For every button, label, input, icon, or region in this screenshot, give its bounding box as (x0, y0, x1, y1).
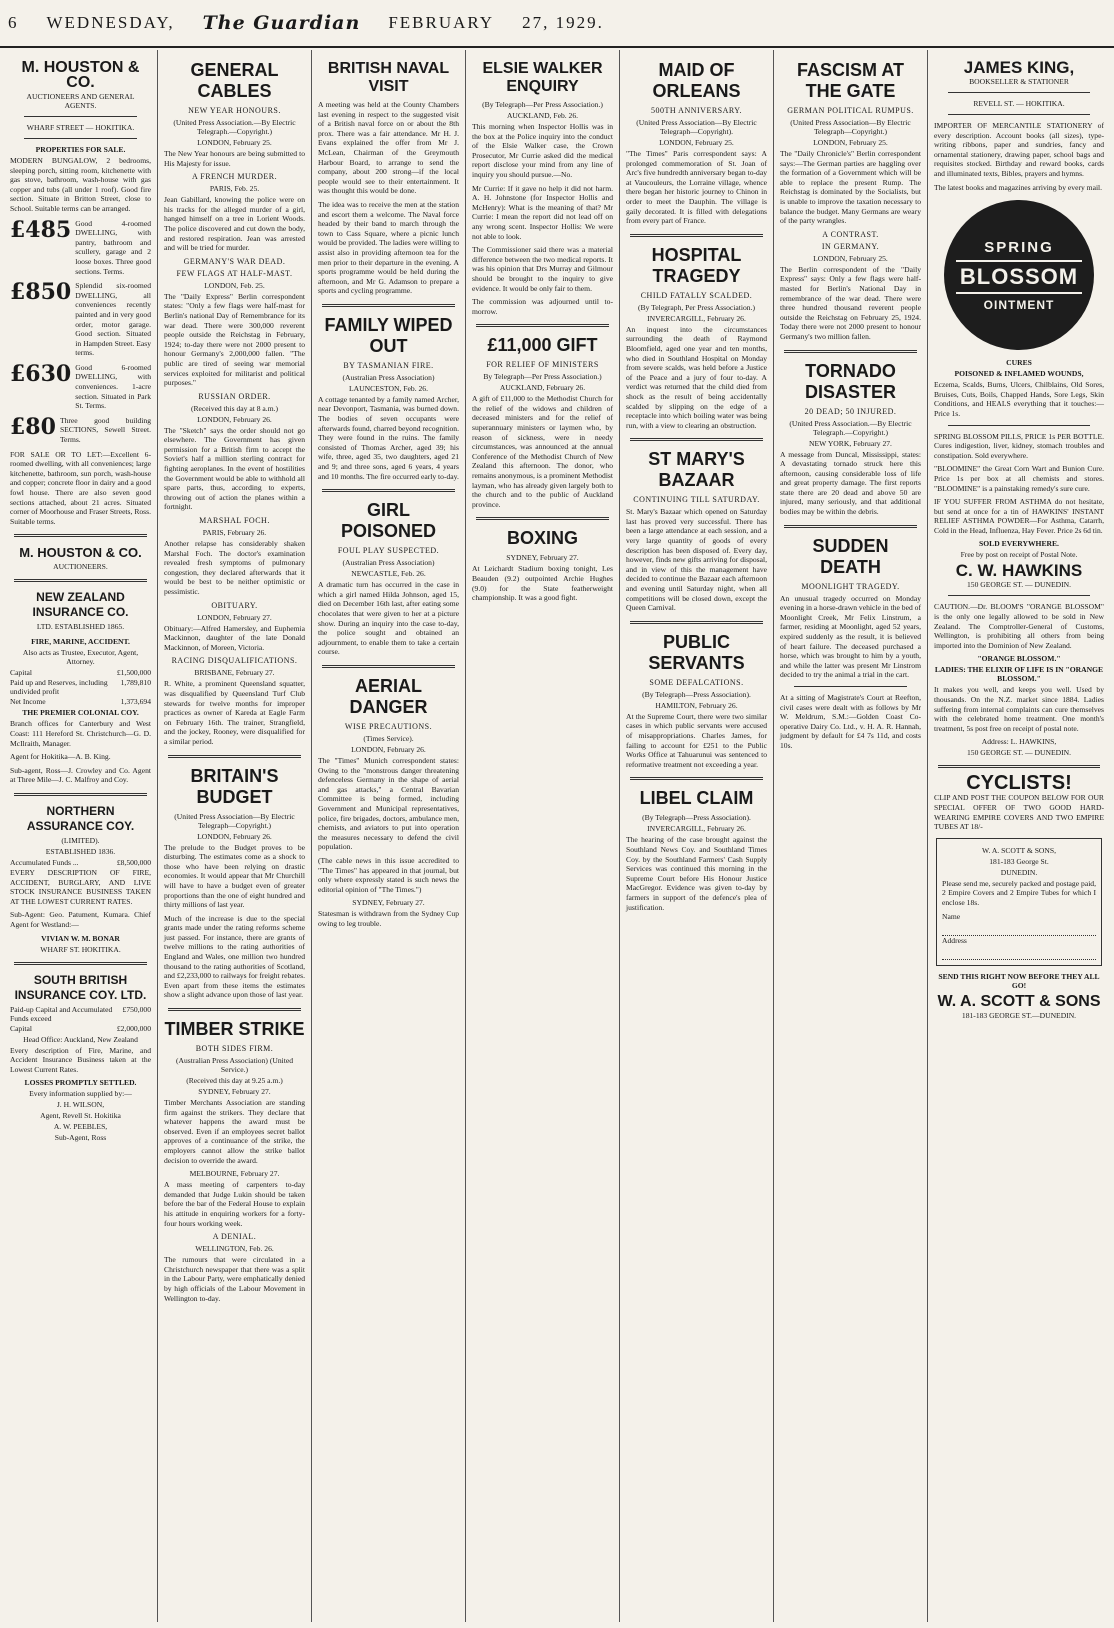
coupon-name-field[interactable] (942, 925, 1096, 936)
article-body: At a sitting of Magistrate's Court at Reefton, civil cases were dealt with as follows by Mr W. Meldrum, S.M.:—Golden Coast Co-operative Dairy Co. Ltd., v. H. A. R. Hannah, judgment by default for £4 7s 11d, and costs 10s. (780, 693, 921, 750)
article-body: A mass meeting of carpenters to-day demanded that Judge Lukin should be taken before the bar of the Federal House to explain his attitude in enquiring workers for a forty-four hours working week. (164, 1180, 305, 1228)
credit-line: (By Telegraph—Press Association). (642, 813, 751, 823)
article-body: The "Sketch" says the order should not go elsewhere. The Government has given permission for a British firm to accept the Soviet's half a million sterling contract for fighting aeroplanes. In the event of hostilities the Government would be able to withhold all spare parts, thus, according to experts, throwing out of action the planes within a fortnight. (164, 425, 305, 512)
cyclists-body: CLIP AND POST THE COUPON BELOW FOR OUR SPECIAL OFFER OF TWO GOOD HARD-WEARING EMPIRE COVERS AND TWO EMPIRE TUBES AT 18/- (934, 793, 1104, 832)
aerial-subheading: WISE PRECAUTIONS. (344, 721, 433, 731)
servants-heading: PUBLIC SERVANTS (648, 631, 745, 673)
timber-subheading: BOTH SIDES FIRM. (195, 1044, 274, 1054)
maid-heading: MAID OF ORLEANS (652, 60, 741, 101)
column-fascism (774, 50, 928, 1622)
credit-line: (By Telegraph, Per Press Association.) (637, 302, 755, 312)
divider (630, 234, 763, 237)
dateline: MELBOURNE, February 27. (189, 1169, 280, 1179)
timber-strike-heading: TIMBER STRIKE (164, 1019, 305, 1040)
badge-mid: BLOSSOM (956, 260, 1082, 294)
nz-insurance-established: LTD. ESTABLISHED 1865. (36, 622, 125, 632)
divider (476, 517, 609, 520)
article-body: The "Times" Munich correspondent states: Owing to the "monstrous danger threatening defenceless Germany in the shape of aerial and gas attacks," a Central Bavarian Committee is being formed, including Government and Municipal representatives, police, fire brigades, doctors, ambulance men, chemists, and aviators to put into operation the measures necessary to defend the civil population. (318, 755, 459, 852)
dateline: LONDON, February 25. (813, 253, 888, 263)
scott-title: W. A. SCOTT & SONS (937, 992, 1101, 1010)
coupon-city: DUNEDIN. (1000, 867, 1038, 877)
funds-value: £8,500,000 (116, 857, 151, 867)
divider (630, 438, 763, 441)
south-british-title: SOUTH BRITISH INSURANCE COY. LTD. (14, 972, 147, 1002)
maid-subheading: 500TH ANNIVERSARY. (650, 106, 743, 115)
article-body: At Leichardt Stadium boxing tonight, Les Beauden (9.2) outpointed Archie Hughes (9.0) for the State featherweight championship. It was a good fight. (472, 564, 613, 603)
houston-address: WHARF STREET — HOKITIKA. (26, 123, 135, 132)
dateline: BRISBANE, February 27. (194, 668, 275, 678)
credit-line: (United Press Association.—By Electric Telegraph.—Copyright.) (173, 118, 296, 136)
budget-heading: BRITAIN'S BUDGET (190, 765, 279, 807)
dateline: INVERCARGILL, February 26. (647, 313, 746, 323)
article-body: R. White, a prominent Queensland squatter, was disqualified by Queensland Turf Club stewards for twelve months for improper practices as owner of Kareda at Eagle Farm on February 16th. The trainer, Strangfield, and the jockey, Rooney, were disqualified for a similar period. (164, 679, 305, 746)
article-body: This morning when Inspector Hollis was in the box at the Police inquiry into the conduct of the Elsie Walker case, the Crown Prosecutor, Mr Currie asked did the medical report disclose your mind from any line of inquiry you should pursue.—No. (472, 122, 613, 179)
sb-capital-row (10, 1024, 151, 1033)
income-row (10, 697, 151, 706)
branch-offices: Branch offices for Canterbury and West Coast: 111 Hereford St. Christchurch—G. D. McIlraith, Manager. (10, 719, 151, 748)
columns (4, 50, 1110, 1622)
divider (784, 525, 917, 528)
divider (14, 579, 147, 582)
ladies-title: LADIES: THE ELIXIR OF LIFE IS IN "ORANGE BLOSSOM." (934, 665, 1104, 684)
divider (630, 621, 763, 624)
dateline: SYDNEY, February 27. (198, 1087, 271, 1097)
page-number: 6 (8, 13, 19, 32)
capital-row (10, 668, 151, 677)
credit-line: (By Telegraph—Per Press Association.) (482, 100, 603, 109)
credit-line: (Australian Press Association) (342, 372, 435, 382)
denial-subheading: A DENIAL. (212, 1232, 257, 1242)
send-now: SEND THIS RIGHT NOW BEFORE THEY ALL GO! (938, 971, 1100, 990)
dateline: LONDON, February 25. (813, 138, 888, 147)
sb-wilson: J. H. WILSON, (56, 1100, 105, 1110)
obituary-subheading: OBITUARY. (211, 600, 258, 610)
article-body: Mr Currie: If it gave no help it did not harm. A. H. Johnstone (for Inspector Hollis and McHenry): What is the meaning of that? Mr Currie: I mean the report did not lead off on any wrong scent. Inspector Hollis: We were not able to look. (472, 183, 613, 241)
poison-heading: GIRL POISONED (340, 500, 437, 542)
editorial-note: (The cable news in this issue accredited to "The Times" has appeared in that journal, but only where expressly stated is such news the editorial opinion of "The Times.") (318, 855, 459, 894)
article-body: An unusual tragedy occurred on Monday evening in a horse-drawn vehicle in the bed of Moonlight Creek, Mr Felix Linstrum, a farmer, residing at Moonlight, aged 52 years, expired suddenly as the result, it is believed of heart failure. The deceased purchased a horse, which was brought to him by a youth, and while the latter was present Mr Linstrom decided to try the animal a trial in the cart. (780, 593, 921, 680)
foch-subheading: MARSHAL FOCH. (199, 516, 270, 526)
coupon-name-label: Name (942, 911, 961, 921)
premier-line: THE PREMIER COLONIAL COY. (22, 708, 139, 718)
divider (322, 665, 455, 668)
bloomine-body: "BLOOMINE" the Great Corn Wart and Bunion Cure. Price 1s per box at all chemists and stores. "BLOOMINE" is a painstaking remedy's sure cure. (934, 464, 1104, 493)
dateline: AUCKLAND, February 26. (499, 383, 586, 393)
sold-sub: Free by post on receipt of Postal Note. (960, 550, 1078, 560)
dateline: LONDON, February 26. (197, 414, 272, 424)
article-body: Another relapse has considerably shaken Marshal Foch. The doctor's examination revealed fresh symptoms of pulmonary congestion, they declared afterwards that it would be best to be neither optimistic or pessimistic. (164, 539, 305, 596)
listing (10, 360, 151, 411)
badge-top: SPRING (984, 238, 1054, 256)
article-body: The prelude to the Budget proves to be disturbing. The estimates come as a shock to those who have been relying on drastic economies. It would appear that Mr Churchill will have to have a budget even of greater proportions than the one of eight hundred and thirty millions of last year. (164, 842, 305, 910)
tornado-subheading: 20 DEAD; 50 INJURED. (804, 406, 897, 416)
northern-assurance-limited: (LIMITED). (61, 835, 100, 845)
credit-line: (United Press Association.—By Electric Telegraph.—Copyright.) (789, 418, 912, 437)
divider (630, 777, 763, 780)
sb-peebles-role: Sub-Agent, Ross (54, 1133, 107, 1143)
hospital-subheading: CHILD FATALLY SCALDED. (640, 290, 753, 300)
contrast-subheading: A CONTRAST. (822, 229, 879, 239)
article-body: The rumours that were circulated in a Christchurch newspaper that there was a split in the Labour Party, were emphatically denied by high officials of the Labour Movement in Wellington to-day. (164, 1255, 305, 1303)
naval-visit-heading: BRITISH NAVAL VISIT (327, 60, 450, 95)
aerial-heading: AERIAL DANGER (349, 675, 428, 717)
dateline: SYDNEY, February 27. (506, 553, 579, 563)
divider (938, 765, 1100, 768)
hawkins-title: C. W. HAWKINS (955, 561, 1083, 581)
dateline: LONDON, February 27. (197, 612, 272, 622)
dateline: LONDON, February 26. (197, 831, 272, 841)
honours-subheading: NEW YEAR HONOURS. (188, 106, 281, 115)
article-body: A gift of £11,000 to the Methodist Church for the relief of the widows and children of deceased ministers and for the relief of superannuary ministers or laymen who, by reason of sickness, were in needy circumstances, was announced at the annual Conference of the Methodist Church of New Zealand this afternoon. The donor, who remains anonymous, is a prominent Methodist layman, who has already given largely both to the church and to the public of Auckland province. (472, 394, 613, 509)
column-elsie-walker (466, 50, 620, 1622)
article-body: The New Year honours are being submitted to His Majesty for issue. (164, 149, 305, 168)
dateline: NEW YORK, February 27. (809, 438, 892, 448)
boxing-heading: BOXING (506, 528, 578, 549)
family-subheading: BY TASMANIAN FIRE. (343, 360, 434, 370)
dateline: LONDON, February 25. (659, 138, 734, 147)
divider (168, 1008, 301, 1011)
article-body: The Commissioner said there was a material difference between the two medical reports. It was his opinion that Drs Murray and Gilmour should be brought to the inquiry to give evidence. It would be only fair to them. (472, 245, 613, 293)
nz-insurance-also: Also acts as Trustee, Executor, Agent, Attorney. (22, 648, 139, 667)
sb-head-office: Head Office: Auckland, New Zealand (23, 1034, 138, 1044)
masthead (0, 0, 1114, 48)
dateline: SYDNEY, February 27. (352, 898, 425, 908)
sold-everywhere: SOLD EVERYWHERE. (979, 539, 1059, 549)
lease-listing: FOR SALE OR TO LET:—Excellent 6-roomed dwelling, with all conveniences; large kitchenette, bathroom, sun porch, wash-house and copper; concrete floor in dairy and a good fowl house. There are also seven good sections attached, about 21 acres. Situated corner of Moorhouse and Fraser Streets, Ross. Suitable terms. (10, 449, 151, 526)
divider (14, 534, 147, 537)
article-body: A dramatic turn has occurred in the case in which a girl named Hilda Johnson, aged 15, died on December 16th last, after eating some chocolates that were given to her at a picture show. During an inquiry into the case to-day, the police sought and obtained an adjournment, to enable them to take a certain course. (318, 580, 459, 657)
listing (10, 216, 151, 277)
article-body: The commission was adjourned until to-morrow. (472, 297, 613, 316)
capital-value: £1,500,000 (116, 668, 151, 678)
coupon-address-label: Address (942, 935, 967, 945)
article-body: The Berlin correspondent of the "Daily Express" says: Only a few flags were half-masted for Berlin's National Day in remembrance of the war dead. There were three hundred thousand reverent people outside the Reichstag on February 25, 1924. Today there were not 2000 present to honour Germany's two million fallen. (780, 264, 921, 341)
divider (322, 489, 455, 492)
credit-line: (By Telegraph—Press Association). (642, 689, 751, 699)
coupon[interactable] (936, 838, 1102, 966)
credit-line: By Telegraph—Per Press Association.) (483, 372, 602, 382)
northern-assurance-desc: EVERY DESCRIPTION OF FIRE, ACCIDENT, BURGLARY, AND LIVE STOCK INSURANCE BUSINESS TAKEN AT THE LOWEST CURRENT RATES. (10, 867, 151, 906)
divider (322, 304, 455, 307)
sudden-death-subheading: MOONLIGHT TRAGEDY. (801, 581, 900, 591)
poison-subheading: FOUL PLAY SUSPECTED. (337, 546, 440, 556)
article-body: Timber Merchants Association are standing firm against the strikers. They declare that whatever happens the award must be observed. Even if an employees secret ballot approves of a continuance of the strike, the employers cannot allow the strike ballot decision to override the award. (164, 1098, 305, 1165)
sb-desc: Every description of Fire, Marine, and Accident Insurance Business taken at the Lowest Current Rates. (10, 1045, 151, 1074)
divider (24, 138, 137, 139)
gift-subheading: FOR RELIEF OF MINISTERS (486, 360, 599, 370)
dateline: PARIS, February 26. (202, 528, 267, 538)
dateline: PARIS, Feb. 25. (209, 184, 260, 194)
paper-name: The Guardian (202, 12, 361, 34)
sb-paid-label: Paid-up Capital and Accumulated Funds exceed (10, 1004, 113, 1023)
listing-text: Splendid six-roomed DWELLING, all conveniences recently painted and in very good order, motor garage. Good section. Situated in Hampden Street. Easy terms. (75, 281, 151, 358)
king-address: REVELL ST. — HOKITIKA. (973, 99, 1065, 108)
listing-text: Three good building SECTIONS, Sewell Street. Terms. (59, 415, 151, 445)
listing-price: £630 (10, 360, 72, 387)
dateline: WELLINGTON, Feb. 26. (195, 1244, 274, 1254)
coupon-firm: W. A. SCOTT & SONS, (981, 845, 1057, 855)
cures-line: POISONED & INFLAMED WOUNDS, (954, 369, 1084, 379)
hospital-heading: HOSPITAL TRAGEDY (651, 244, 742, 286)
bonar-address: WHARF ST. HOKITIKA. (40, 944, 121, 954)
bonar-name: VIVIAN W. M. BONAR (41, 933, 120, 943)
nz-insurance-title: NEW ZEALAND INSURANCE CO. (32, 590, 129, 620)
income-value: 1,373,694 (120, 697, 151, 707)
masthead-month: FEBRUARY (388, 13, 495, 32)
russian-order-subheading: RUSSIAN ORDER. (198, 391, 271, 401)
sudden-death-heading: SUDDEN DEATH (812, 535, 889, 577)
listing (10, 413, 151, 445)
ladies-address-2: 150 GEORGE ST. — DUNEDIN. (966, 748, 1072, 758)
orange-blossom-title: "ORANGE BLOSSOM." (977, 654, 1061, 664)
nz-insurance-lines: FIRE, MARINE, ACCIDENT. (31, 637, 130, 647)
listing (10, 281, 151, 358)
properties-heading: PROPERTIES FOR SALE. (35, 145, 126, 154)
bungalow-listing: MODERN BUNGALOW, 2 bedrooms, sleeping porch, sitting room, kitchenette with gas stove, bathroom, wash-house with gas copper and tubs (all under 1 roof). Good fire section. Situate in Britton Street, close to School. Suitable terms can be arranged. (10, 156, 151, 213)
article-body: Statesman is withdrawn from the Sydney Cup owing to leg trouble. (318, 909, 459, 928)
divider (794, 686, 907, 687)
general-cables-heading: GENERAL CABLES (190, 60, 279, 101)
northern-assurance-subagent: Sub-Agent: Geo. Patument, Kumara. Chief Agent for Westland:— (10, 910, 151, 929)
caution-body: CAUTION.—Dr. BLOOM'S "ORANGE BLOSSOM" is the only one legally allowed to be sold in New Zealand. The Comptroller-General of Customs, Wellington, is prohibiting all others from being imported into the Dominion of New Zealand. (934, 602, 1104, 650)
reserves-value: 1,789,810 (120, 678, 151, 688)
king-sub: BOOKSELLER & STATIONER (969, 77, 1069, 86)
dateline: AUCKLAND, Feb. 26. (506, 111, 579, 120)
flags-subheading: FEW FLAGS AT HALF-MAST. (176, 268, 293, 278)
war-dead-subheading: GERMANY'S WAR DEAD. (183, 256, 286, 266)
capital-label: Capital (10, 668, 32, 678)
cures-heading: CURES (1006, 358, 1032, 368)
tornado-heading: TORNADO DISASTER (804, 360, 896, 402)
fascism-subheading: GERMAN POLITICAL RUMPUS. (787, 106, 914, 115)
coupon-address: 181-183 George St. (989, 856, 1049, 866)
elsie-walker-heading: ELSIE WALKER ENQUIRY (482, 60, 603, 95)
divider (784, 350, 917, 353)
received-line: (Received this day at 9.25 a.m.) (186, 1076, 283, 1086)
article-body: A cottage tenanted by a family named Archer, near Devonport, Tasmania, was burned down. The bodies of seven occupants were afterwards found, charred beyond recognition. They were found in the ruins. The family consisted of Thomas Archer, aged 39; his wife, three, aged 35, two daughters, aged 21 and 9; and three sons, aged 6 years, 4 years and 10 months. The fire occurred early to-day. (318, 394, 459, 481)
gift-heading: £11,000 GIFT (487, 335, 598, 356)
listing-text: Good 4-roomed DWELLING, with pantry, bathroom and scullery, garage and 2 loose boxes. Three good sections. Terms. (75, 218, 151, 276)
dateline: INVERCARGILL, February 26. (647, 824, 746, 834)
reserves-row (10, 678, 151, 696)
column-right-advertisements (928, 50, 1110, 1622)
article-body: St. Mary's Bazaar which opened on Saturday last has proved very successful. There has been a large attendance at each session, and a very large quantity of goods of every description has been disposed of. Every day, however, finds new gifts arriving for disposal, and in view of this the management have decided to continue the Bazaar each afternoon and evening until Saturday night, when all competitions will be closed down, except the Queen Carnival. (626, 507, 767, 613)
badge-bottom: OINTMENT (983, 297, 1055, 312)
pills-body: SPRING BLOSSOM PILLS, PRICE 1s PER BOTTLE. Cures indigestion, liver, kidney, stomach troubles and constipation. Sold everywhere. (934, 431, 1104, 460)
divider (168, 755, 301, 758)
income-label: Net Income (10, 697, 46, 707)
article-body: Jean Gabillard, knowing the police were on his tracks for the alleged murder of a girl, hanged himself on a tree in Lorient Woods. The police discovered and cut down the body, and restored respiration. Jean was arrested and will be tried for murder. (164, 195, 305, 253)
dateline: HAMILTON, February 26. (655, 700, 738, 710)
credit-line: (Australian Press Association) (United Service.) (175, 1056, 294, 1075)
column-naval-visit (312, 50, 466, 1622)
hawkins-address: 150 GEORGE ST. — DUNEDIN. (966, 580, 1072, 590)
funds-row (10, 858, 151, 867)
family-heading: FAMILY WIPED OUT (324, 314, 453, 356)
article-body: Much of the increase is due to the special grants made under the rating reforms scheme just passed. For instance, there are grants of twelve millions to the rating authorities of England and Wales, one million two hundred thousand to the rating authorities of Scotland, and £2,233,000 to railways for freight rebates. Even apart from these items the estimates show a slight advance upon those of last year. (164, 913, 305, 1000)
dateline: NEWCASTLE, Feb. 26. (351, 569, 426, 579)
listing-text: Good 6-roomed DWELLING, with conveniences. 1-acre section. Situated in Park St. Terms. (75, 362, 151, 411)
masthead-date: 27, 1929. (522, 13, 604, 32)
article-body: The idea was to receive the men at the station and escort them a welcome. The Naval force headed by their band to march through the town to Cass Square, where a picnic lunch would be provided. The ladies were willing to assist also in providing afternoon tea for the men prior to their departure in the evening. A sports programme would be held during the afternoon, and Mr G. Adamson to prepare a sports and cycling programme. (318, 199, 459, 296)
racing-subheading: RACING DISQUALIFICATIONS. (171, 656, 298, 666)
fascism-heading: FASCISM AT THE GATE (797, 60, 904, 101)
article-body: The hearing of the case brought against the Southland News Coy. and Southland Times Coy. by the Southland Farmers' Cash Supply Services was continued this morning in the Supreme Court before His Honour Justice MacGregor. Evidence was given to-day by farmers in support of the defence's plea of justification. (626, 835, 767, 912)
article-body: The "Daily Chronicle's" Berlin correspondent says:—The German parties are haggling over the formation of a Government which will be able to replace the present Rump. The Reichstag is dominated by the Socialists, but is unable to improve the taxation necessary to balance the budget. Many Germans are weary of the party wrangles. (780, 149, 921, 226)
column-advertisements (4, 50, 158, 1622)
northern-assurance-title: NORTHERN ASSURANCE COY. (26, 803, 135, 833)
subagent-line: Sub-agent, Ross—J. Crowley and Co. Agent at Three Mile—J. C. Malfroy and Coy. (10, 765, 151, 785)
houston-sub-2: AUCTIONEERS. (53, 562, 108, 572)
credit-line: (United Press Association—By Electric Telegraph—Copyright). (636, 118, 757, 136)
sb-paid-value: £750,000 (122, 1004, 151, 1014)
king-body: IMPORTER OF MERCANTILE STATIONERY of every description. Account books (all sizes), type-writing ribbons, paper and sundries, fancy and ornamental stationery, drawing paper, school bags and requisites stocked. Birthday and reward books, cards and illuminated texts, Bibles, prayers and hymns. (934, 121, 1104, 178)
murder-subheading: A FRENCH MURDER. (191, 172, 278, 182)
masthead-weekday: WEDNESDAY, (46, 13, 175, 32)
article-body: The "Daily Express" Berlin correspondent states: "Only a few flags were half-mast for Berlin's national Day of Remembrance for its war dead. There were 300,000 reverent people outside the Reichstag in February, 1924; to-day there were not 2000 present to honour Germany's 2,000,000 fallen. "The public are tired of seeing war memorial services exploited for militarist and political purposes." (164, 291, 305, 388)
column-maid-of-orleans (620, 50, 774, 1622)
servants-subheading: SOME DEFALCATIONS. (649, 677, 744, 687)
article-body: At the Supreme Court, there were two similar cases in which public servants were accused of misappropriations. Charles James, for failing to account for £251 to the Public Works Office at Tahuarunui was sentenced to reformative treatment not exceeding a year. (626, 711, 767, 769)
reserves-label: Paid up and Reserves, including undivided profit (10, 678, 108, 697)
bazaar-subheading: CONTINUING TILL SATURDAY. (633, 495, 760, 505)
asthma-body: IF YOU SUFFER FROM ASTHMA do not hesitate, but send at once for a tin of HAWKINS' INSTANT RELIEF ASTHMA POWDER—For Asthma, Catarrh, Cold in the Head, Influenza, Hay Fever. Price 2s 6d tin. (934, 497, 1104, 535)
dateline: LONDON, February 25. (197, 138, 272, 147)
king-title: JAMES KING, (963, 58, 1075, 77)
houston-sub: AUCTIONEERS AND GENERAL AGENTS. (26, 92, 135, 110)
divider (948, 595, 1090, 596)
scott-address: 181-183 GEORGE ST.—DUNEDIN. (961, 1010, 1077, 1020)
sb-capital-label: Capital (10, 1023, 32, 1033)
divider (24, 116, 137, 117)
sb-paid-row (10, 1005, 151, 1023)
listing-price: £80 (10, 413, 56, 440)
article-body: A message from Duncal, Mississippi, states: A devastating tornado struck here this afternoon, causing considerable loss of life and great property damage. The first reports state there are 20 dead and above 50 are injured, many seriously, and that additional bodies may be within the debris. (780, 449, 921, 517)
credit-line: (Times Service). (363, 733, 414, 743)
article-body: "The Times" Paris correspondent says: A prolonged commemoration of St. Joan of Arc's five hundredth anniversary began to-day at Vaucouleurs, the Lorraine village, whence there began her historic journey to Chinon in order to meet the Dauphin. The village is gaily decorated. It is filled with delegations from every part of France. (626, 149, 767, 226)
cures-body: Eczema, Scalds, Burns, Ulcers, Chilblains, Old Sores, Bruises, Cuts, Boils, Chapped Hands, Sore Legs, Skin Conditions, and HEALS everything that it touches:—Price 1s. (934, 380, 1104, 418)
sb-info: Every information supplied by:— (29, 1089, 132, 1099)
divider (14, 793, 147, 796)
funds-label: Accumulated Funds ... (10, 857, 79, 867)
ladies-address: Address: L. HAWKINS, (981, 737, 1057, 747)
article-body: An inquest into the circumstances surrounding the death of Raymond Bloomfield, aged one year and ten months, who died in Southland Hospital on Monday from severe scalds, was held before a Justice of the Peace and a jury of four to-day. A verdict was returned that the child died from shock as the result of being accidentally scalded by slipping on the edge of a receptacle into which boiling water was being run, with a view to clearing an obstruction. (626, 324, 767, 430)
sb-losses: LOSSES PROMPTLY SETTLED. (24, 1078, 137, 1088)
divider (948, 114, 1090, 115)
divider (948, 425, 1090, 426)
divider (948, 92, 1090, 93)
credit-line: (United Press Association—By Electric Telegraph—Copyright.) (790, 118, 911, 136)
bazaar-heading: ST MARY'S BAZAAR (648, 449, 745, 491)
divider (476, 324, 609, 327)
article-body: Obituary:—Alfred Hamersley, and Euphemia Mackinnon, daughter of the late Donald Mackinnon, of Moreen, Victoria. (164, 623, 305, 652)
credit-line: (Australian Press Association) (342, 558, 435, 568)
divider (14, 962, 147, 965)
listing-price: £485 (10, 216, 72, 243)
coupon-address-field[interactable] (942, 949, 1096, 960)
ladies-body: It makes you well, and keeps you well. Used by thousands. On the N.Z. market since 1884. Ladies suffering from internal complaints can cure themselves with the celebrated home treatment. One month's treatment, 5s post free on receipt of postal note. (934, 685, 1104, 733)
received-line: (Received this day at 8 a.m.) (190, 403, 279, 413)
northern-assurance-established: ESTABLISHED 1836. (45, 846, 116, 856)
dateline: LONDON, Feb. 25. (204, 280, 265, 290)
contrast-subheading-2: IN GERMANY. (821, 241, 880, 251)
sb-peebles: A. W. PEEBLES, (53, 1122, 108, 1132)
sb-wilson-addr: Agent, Revell St. Hokitika (40, 1111, 121, 1121)
cyclists-title: CYCLISTS! (966, 772, 1072, 795)
houston-title-2: M. HOUSTON & CO. (19, 545, 142, 561)
king-magazines: The latest books and magazines arriving by every mail. (934, 182, 1103, 192)
agent-line: Agent for Hokitika—A. B. King. (10, 752, 111, 762)
houston-title: M. HOUSTON & CO. (21, 59, 140, 91)
article-body: A meeting was held at the County Chambers last evening in respect to the suggested visit of a British naval force on or about the 8th prox. There was a fair attendance. Mr H. J. Evans explained the offer from Mr J. McLean, Chairman of the Greymouth Harbour Board, to arrange to send the company, about 200 strong—if the local people would see to their entertainment. It was thought this would be done. (318, 100, 459, 196)
sb-capital-value: £2,000,000 (116, 1023, 151, 1033)
credit-line: (United Press Association—By Electric Telegraph—Copyright.) (174, 811, 295, 830)
dateline: LONDON, February 26. (351, 744, 426, 754)
listing-price: £850 (10, 279, 72, 306)
column-general-cables (158, 50, 312, 1622)
coupon-body: Please send me, securely packed and postage paid, 2 Empire Covers and 2 Empire Tubes for which I enclose 18s. (942, 878, 1096, 907)
dateline: LAUNCESTON, Feb. 26. (349, 383, 428, 393)
spring-blossom-ointment-logo (944, 200, 1094, 350)
libel-heading: LIBEL CLAIM (639, 788, 754, 809)
